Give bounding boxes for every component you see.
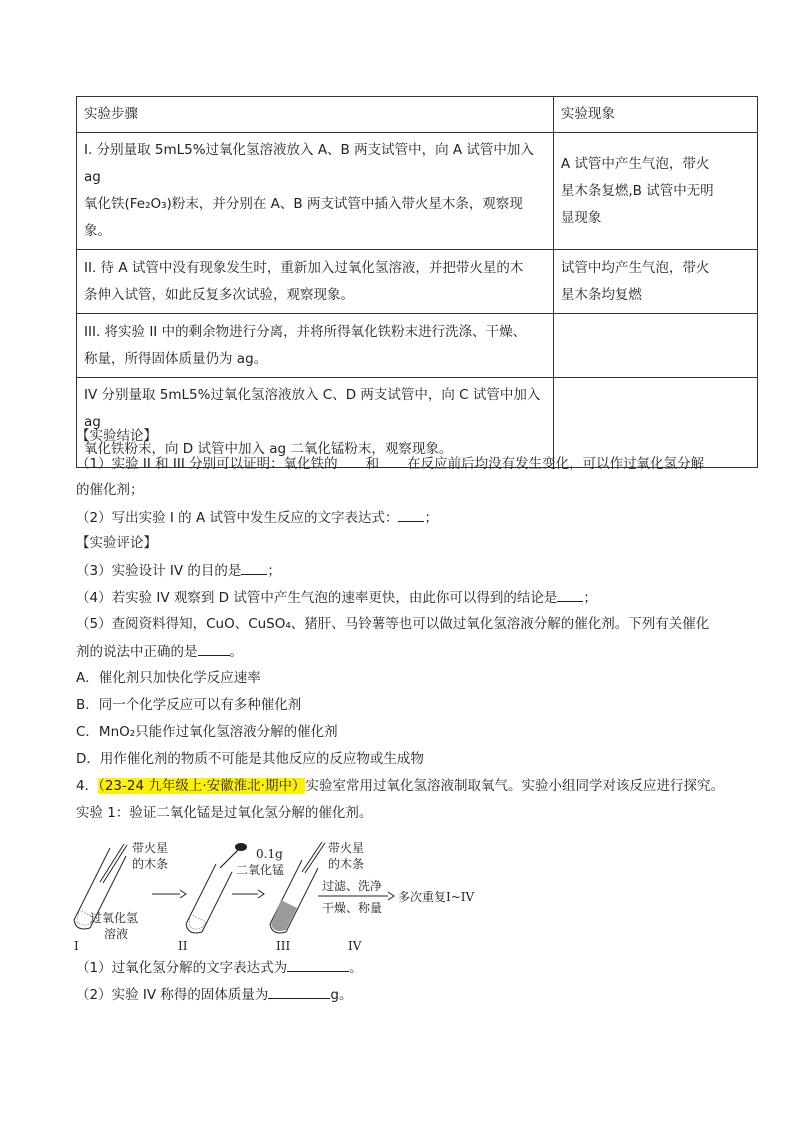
step-line: 条伸入试管，如此反复多次试验，观察现象。 (84, 286, 354, 303)
process-label: 干燥、称量 (322, 901, 383, 915)
q5-text: 剂的说法中正确的是 (76, 644, 198, 660)
option-a[interactable]: A．催化剂只加快化学反应速率 (76, 670, 261, 686)
answer-blank[interactable] (268, 984, 330, 999)
step-line: 氧化铁粉末，向 D 试管中加入 ag 二氧化锰粉末，观察现象。 (84, 441, 453, 457)
q4-text: ； (583, 590, 597, 606)
splint-label: 的木条 (328, 857, 365, 871)
arrow-icon (152, 890, 186, 898)
conclusion-q2 (76, 507, 438, 528)
obs-line: A 试管中产生气泡，带火 (560, 155, 710, 172)
q3-text: ； (267, 563, 281, 579)
step-line: III. 将实验 II 中的剩余物进行分离，并将所得氧化铁粉末进行洗涤、干燥、 (84, 323, 527, 340)
mno2-label: 二氧化锰 (236, 863, 285, 877)
q2-text: g。 (330, 987, 353, 1003)
splint-label: 带火星 (328, 841, 365, 855)
table-header-row (77, 97, 758, 133)
mno2-mass-label: 0.1g (256, 847, 283, 861)
answer-blank[interactable] (379, 453, 407, 468)
evaluation-q5: （5）查阅资料得知，CuO、CuSO₄、猪肝、马铃薯等也可以做过氧化氢溶液分解的催化剂。下列有关催化 (76, 616, 710, 632)
evaluation-q4 (76, 587, 597, 608)
wooden-splint-3 (302, 842, 325, 873)
problem4-q1 (76, 957, 363, 978)
obs-line: 显现象 (560, 209, 602, 226)
q2-text: （2）实验 IV 称得的固体质量为 (76, 987, 269, 1003)
observation-cell-empty (553, 314, 757, 378)
q1-text: 。 (349, 960, 363, 976)
option-c[interactable]: C．MnO₂只能作过氧化氢溶液分解的催化剂 (76, 724, 338, 740)
q1-text: （1）实验 II 和 III 分别可以证明：氧化铁的 (76, 456, 338, 472)
evaluation-heading: 【实验评论】 (76, 535, 157, 551)
evaluation-q5-cont (76, 641, 243, 662)
step-line: 称量，所得固体质量仍为 ag。 (84, 350, 268, 367)
obs-line: 星木条复燃,B 试管中无明 (560, 182, 714, 199)
roman-label: III (276, 939, 291, 953)
step-line: I. 分别量取 5mL5%过氧化氢溶液放入 A、B 两支试管中，向 A 试管中加入 ag (84, 142, 534, 185)
problem-source-badge: （23-24 九年级上·安徽淮北·期中） (98, 778, 306, 794)
step-line: 氧化铁(Fe₂O₃)粉末，并分别在 A、B 两支试管中插入带火星木条，观察现象。 (84, 196, 523, 239)
q5-text: 。 (229, 644, 243, 660)
conclusion-q1-cont: 的催化剂； (76, 482, 144, 498)
step-cell (77, 250, 554, 314)
problem-intro: 实验室常用过氧化氢溶液制取氧气。实验小组同学对该反应进行探究。 (305, 778, 724, 794)
experiment-diagram (66, 838, 506, 954)
q2-text: （2）写出实验 I 的 A 试管中发生反应的文字表达式： (76, 510, 399, 526)
answer-blank[interactable] (338, 453, 366, 468)
splint-label: 的木条 (132, 857, 169, 871)
option-b[interactable]: B．同一个化学反应可以有多种催化剂 (76, 697, 302, 713)
wooden-splint-1 (100, 844, 127, 883)
answer-blank[interactable] (287, 957, 349, 972)
step-cell (77, 133, 554, 250)
q3-text: （3）实验设计 IV 的目的是 (76, 563, 242, 579)
q2-text: ； (424, 510, 438, 526)
q1-text: 在反应前后均没有发生变化，可以作过氧化氢分解 (407, 456, 705, 472)
table-row (77, 133, 758, 250)
step-line: IV 分别量取 5mL5%过氧化氢溶液放入 C、D 两支试管中，向 C 试管中加入 ag (84, 387, 541, 430)
conclusion-q1 (76, 453, 704, 474)
obs-line: 试管中均产生气泡，带火 (560, 259, 710, 276)
test-tube-2 (186, 864, 232, 933)
step-line: II. 待 A 试管中没有现象发生时，重新加入过氧化氢溶液，并把带火星的木 (84, 259, 524, 276)
header-observations: 实验现象 (553, 97, 757, 133)
problem-number: 4． (76, 778, 99, 794)
answer-blank[interactable] (557, 587, 583, 602)
table-row (77, 314, 758, 378)
answer-blank[interactable] (198, 641, 230, 656)
evaluation-q3 (76, 560, 281, 581)
experiment-table (76, 96, 758, 468)
roman-label: I (74, 939, 79, 953)
arrow-icon (318, 892, 394, 900)
table-row (77, 250, 758, 314)
repeat-label: 多次重复I~IV (398, 890, 475, 904)
step-cell (77, 314, 554, 378)
observation-cell (553, 133, 757, 250)
problem4-exp1: 实验 1：验证二氧化锰是过氧化氢分解的催化剂。 (76, 805, 373, 821)
arrow-icon (232, 890, 264, 898)
q1-text: （1）过氧化氢分解的文字表达式为 (76, 960, 288, 976)
header-steps: 实验步骤 (77, 97, 554, 133)
problem4-stem (76, 776, 724, 796)
answer-blank[interactable] (241, 560, 267, 575)
q1-text: 和 (365, 456, 380, 472)
problem4-q2 (76, 984, 352, 1005)
roman-label: IV (348, 939, 362, 953)
splint-label: 带火星 (132, 841, 169, 855)
obs-line: 星木条均复燃 (560, 286, 642, 303)
conclusion-heading: 【实验结论】 (76, 428, 157, 444)
answer-blank[interactable] (398, 507, 424, 522)
solution-label: 溶液 (104, 927, 129, 941)
process-label: 过滤、洗净 (322, 879, 383, 893)
roman-label: II (178, 939, 188, 953)
observation-cell (553, 250, 757, 314)
option-d[interactable]: D．用作催化剂的物质不可能是其他反应的反应物或生成物 (76, 751, 424, 767)
q4-text: （4）若实验 IV 观察到 D 试管中产生气泡的速率更快，由此你可以得到的结论是 (76, 590, 558, 606)
solution-label: 过氧化氢 (90, 911, 139, 925)
